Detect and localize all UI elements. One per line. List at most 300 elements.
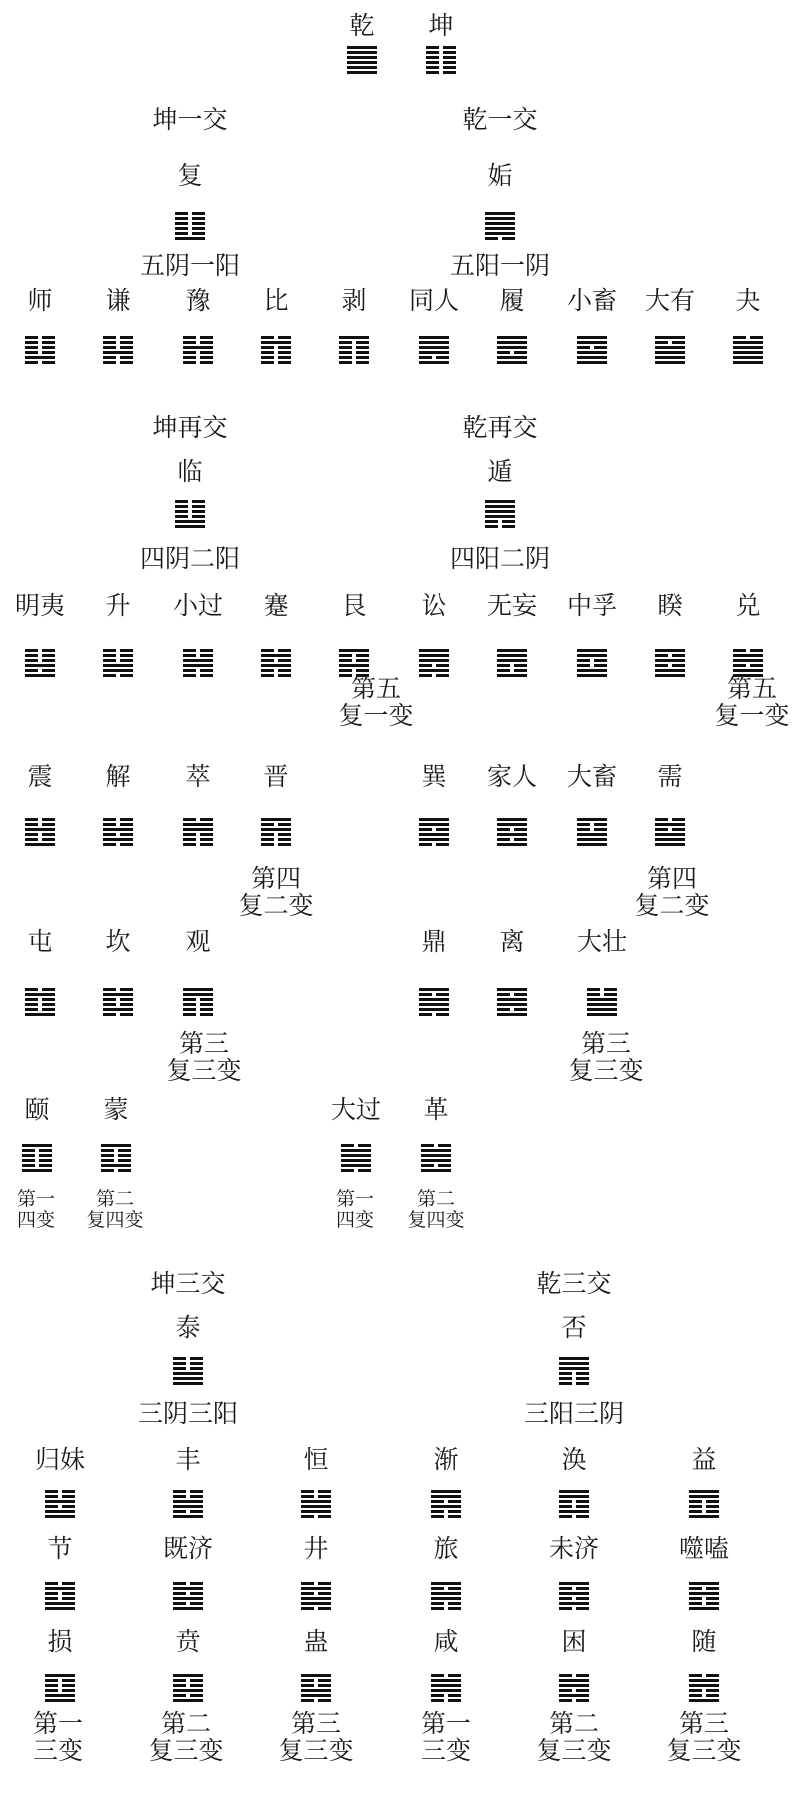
yin-line (431, 1587, 461, 1590)
yin-line (45, 1490, 75, 1493)
variant-label (238, 865, 313, 919)
yang-line (45, 1500, 75, 1503)
yang-line (45, 1674, 75, 1677)
yin-line (25, 336, 55, 339)
yin-line (421, 1144, 451, 1147)
yin-line (45, 1684, 75, 1687)
hexagram-icon (497, 818, 527, 846)
hexagram-name: 革 (423, 1095, 449, 1124)
hexagram-name: 大畜 (566, 762, 618, 791)
variant-label (714, 675, 789, 729)
yin-line (485, 525, 515, 528)
yin-line (426, 51, 456, 54)
hexagram-icon (419, 988, 449, 1016)
yang-line (733, 669, 763, 672)
yin-line (339, 361, 369, 364)
hexagram-name: 大过 (330, 1095, 382, 1124)
yin-line (183, 654, 213, 657)
yang-line (341, 1164, 371, 1167)
yin-line (103, 649, 133, 652)
hexagram-icon (485, 212, 515, 240)
yang-line (421, 1169, 451, 1172)
variant-label (536, 1710, 611, 1764)
hexagram-icon (655, 649, 685, 677)
yin-line (101, 1154, 131, 1157)
yang-line (183, 659, 213, 662)
yin-line (261, 346, 291, 349)
yin-line (733, 649, 763, 652)
hexagram-icon (347, 46, 377, 74)
variant-label-line: 复三变 (568, 1056, 644, 1085)
exchange-header: 坤再交 (152, 413, 228, 442)
yin-line (173, 1510, 203, 1513)
yin-line (25, 988, 55, 991)
hexagram-name: 同人 (408, 286, 460, 315)
yin-line (183, 336, 213, 339)
yin-line (431, 1674, 461, 1677)
hexagram-icon (25, 988, 55, 1016)
variant-label-line: 第二 (416, 1188, 456, 1210)
yang-line (497, 988, 527, 991)
yin-line (22, 1154, 52, 1157)
yin-line (175, 510, 205, 513)
yang-line (577, 669, 607, 672)
yang-line (173, 1377, 203, 1380)
hexagram-icon (497, 988, 527, 1016)
yang-line (497, 654, 527, 657)
yin-line (175, 505, 205, 508)
yang-line (655, 823, 685, 826)
yang-line (577, 649, 607, 652)
yin-line (103, 998, 133, 1001)
hexagram-name: 涣 (561, 1445, 587, 1474)
hexagram-icon (25, 336, 55, 364)
parent-hexagram-name: 泰 (175, 1313, 201, 1342)
variant-label-line: 复三变 (536, 1736, 612, 1765)
yang-line (347, 61, 377, 64)
yang-line (421, 1149, 451, 1152)
yang-line (45, 1699, 75, 1702)
group-label: 四阴二阳 (139, 544, 241, 573)
hexagram-name: 师 (27, 286, 53, 315)
yang-line (301, 1689, 331, 1692)
hexagram-name: 节 (47, 1534, 73, 1563)
hexagram-icon (559, 1357, 589, 1385)
yang-line (577, 341, 607, 344)
yang-line (577, 351, 607, 354)
yang-line (45, 1602, 75, 1605)
hexagram-name: 鼎 (421, 927, 447, 956)
yang-line (103, 1008, 133, 1011)
hexagram-icon (183, 818, 213, 846)
yin-line (183, 669, 213, 672)
variant-label-line: 复四变 (407, 1209, 465, 1231)
yin-line (183, 833, 213, 836)
yang-line (733, 341, 763, 344)
yang-line (261, 818, 291, 821)
yin-line (655, 664, 685, 667)
yang-line (485, 505, 515, 508)
yang-line (301, 1500, 331, 1503)
yin-line (173, 1582, 203, 1585)
yang-line (183, 988, 213, 991)
hexagram-name: 蛊 (303, 1627, 329, 1656)
yin-line (25, 361, 55, 364)
hexagram-icon (733, 336, 763, 364)
hexagram-icon (45, 1582, 75, 1610)
yang-line (419, 351, 449, 354)
hexagram-name: 归妹 (34, 1445, 86, 1474)
hexagram-icon (261, 818, 291, 846)
yang-line (655, 674, 685, 677)
yin-line (25, 1008, 55, 1011)
yin-line (103, 1003, 133, 1006)
hexagram-icon (733, 649, 763, 677)
yin-line (655, 654, 685, 657)
hexagram-name: 蹇 (263, 591, 289, 620)
yang-line (559, 1694, 589, 1697)
yin-line (183, 998, 213, 1001)
yin-line (559, 1382, 589, 1385)
yin-line (183, 674, 213, 677)
yang-line (339, 336, 369, 339)
yin-line (301, 1607, 331, 1610)
yang-line (485, 227, 515, 230)
hexagram-name: 明夷 (14, 591, 66, 620)
hexagram-icon (341, 1144, 371, 1172)
yin-line (101, 1169, 131, 1172)
hexagram-name: 夬 (735, 286, 761, 315)
yin-line (301, 1592, 331, 1595)
yang-line (25, 993, 55, 996)
hexagram-name: 噬嗑 (678, 1534, 730, 1563)
yang-line (559, 1684, 589, 1687)
yin-line (426, 46, 456, 49)
yang-line (559, 1679, 589, 1682)
yin-line (101, 1159, 131, 1162)
yin-line (173, 1490, 203, 1493)
yin-line (183, 351, 213, 354)
yang-line (497, 346, 527, 349)
yin-line (301, 1699, 331, 1702)
yang-line (497, 823, 527, 826)
yin-line (689, 1505, 719, 1508)
group-label: 三阴三阳 (137, 1399, 239, 1428)
yang-line (689, 1515, 719, 1518)
yang-line (559, 1357, 589, 1360)
yin-line (689, 1689, 719, 1692)
group-label: 五阴一阳 (139, 251, 241, 280)
hexagram-name: 剥 (341, 286, 367, 315)
yang-line (655, 361, 685, 364)
yang-line (485, 515, 515, 518)
yang-line (419, 654, 449, 657)
hexagram-name: 咸 (433, 1627, 459, 1656)
yin-line (559, 1372, 589, 1375)
yin-line (426, 61, 456, 64)
yang-line (301, 1694, 331, 1697)
hexagram-name: 晋 (263, 762, 289, 791)
yin-line (655, 828, 685, 831)
yang-line (419, 669, 449, 672)
hexagram-name: 贲 (175, 1627, 201, 1656)
yang-line (419, 346, 449, 349)
yin-line (341, 1144, 371, 1147)
yang-line (655, 336, 685, 339)
yin-line (559, 1515, 589, 1518)
yin-line (175, 515, 205, 518)
hexagram-name: 旅 (433, 1534, 459, 1563)
parent-hexagram-name: 遁 (487, 457, 513, 486)
yin-line (577, 346, 607, 349)
hexagram-name: 大壮 (576, 927, 628, 956)
yin-line (22, 1149, 52, 1152)
yin-line (431, 1510, 461, 1513)
yin-line (497, 838, 527, 841)
yin-line (25, 654, 55, 657)
hexagram-icon (559, 1490, 589, 1518)
hexagram-name: 大有 (644, 286, 696, 315)
yang-line (341, 1154, 371, 1157)
variant-label-line: 复一变 (338, 701, 414, 730)
yin-line (261, 351, 291, 354)
yin-line (103, 833, 133, 836)
yin-line (339, 659, 369, 662)
yin-line (559, 1377, 589, 1380)
yin-line (559, 1674, 589, 1677)
yang-line (431, 1582, 461, 1585)
hexagram-icon (689, 1490, 719, 1518)
yang-line (301, 1602, 331, 1605)
variant-label-line: 第四 (646, 864, 698, 893)
yin-line (559, 1689, 589, 1692)
yang-line (733, 346, 763, 349)
title-hexagram-name: 乾 (349, 11, 375, 40)
yang-line (559, 1510, 589, 1513)
variant-label-line: 第五 (726, 674, 778, 703)
variant-label-line: 复一变 (714, 701, 790, 730)
yang-line (655, 833, 685, 836)
variant-label-line: 复三变 (666, 1736, 742, 1765)
yin-line (25, 823, 55, 826)
hexagram-icon (559, 1582, 589, 1610)
hexagram-name: 困 (561, 1627, 587, 1656)
hexagram-name: 小畜 (566, 286, 618, 315)
yin-line (261, 823, 291, 826)
hexagram-icon (655, 818, 685, 846)
yang-line (173, 1607, 203, 1610)
yang-line (559, 1582, 589, 1585)
yin-line (25, 669, 55, 672)
yin-line (559, 1699, 589, 1702)
yin-line (103, 843, 133, 846)
hexagram-icon (577, 818, 607, 846)
variant-label-line: 第一 (16, 1188, 56, 1210)
yin-line (173, 1694, 203, 1697)
hexagram-icon (339, 336, 369, 364)
variant-label-line: 复二变 (634, 891, 710, 920)
hexagram-name: 渐 (433, 1445, 459, 1474)
yang-line (183, 993, 213, 996)
exchange-header: 坤一交 (152, 105, 228, 134)
yin-line (183, 818, 213, 821)
yin-line (419, 828, 449, 831)
yang-line (25, 674, 55, 677)
yin-line (183, 1008, 213, 1011)
hexagram-icon (103, 649, 133, 677)
yang-line (261, 664, 291, 667)
variant-label-line: 第三 (178, 1029, 230, 1058)
yang-line (497, 674, 527, 677)
hexagram-name: 艮 (341, 591, 367, 620)
yang-line (301, 1674, 331, 1677)
hexagram-name: 解 (105, 762, 131, 791)
yin-line (587, 993, 617, 996)
parent-hexagram-name: 临 (177, 457, 203, 486)
yin-line (45, 1592, 75, 1595)
exchange-header: 乾再交 (462, 413, 538, 442)
hexagram-icon (431, 1582, 461, 1610)
yang-line (577, 361, 607, 364)
variant-label (17, 1189, 55, 1231)
yang-line (173, 1500, 203, 1503)
yang-line (183, 346, 213, 349)
hexagram-icon (339, 649, 369, 677)
yang-line (347, 56, 377, 59)
yang-line (655, 669, 685, 672)
yang-line (339, 649, 369, 652)
yang-line (559, 1602, 589, 1605)
yang-line (587, 998, 617, 1001)
variant-label-line: 复三变 (166, 1056, 242, 1085)
hexagram-icon (25, 649, 55, 677)
hexagram-icon (183, 649, 213, 677)
yin-line (577, 659, 607, 662)
yin-line (183, 341, 213, 344)
parent-hexagram-name: 姤 (487, 161, 513, 190)
variant-label-line: 复三变 (278, 1736, 354, 1765)
hexagram-name: 讼 (421, 591, 447, 620)
hexagram-name: 恒 (303, 1445, 329, 1474)
exchange-header: 乾三交 (536, 1269, 612, 1298)
hexagram-icon (173, 1490, 203, 1518)
yang-line (183, 823, 213, 826)
yang-line (419, 823, 449, 826)
yin-line (431, 1500, 461, 1503)
yin-line (175, 212, 205, 215)
yin-line (261, 361, 291, 364)
yin-line (655, 341, 685, 344)
variant-label (336, 1189, 374, 1231)
yin-line (339, 669, 369, 672)
exchange-header: 乾一交 (462, 105, 538, 134)
yang-line (497, 361, 527, 364)
yin-line (577, 828, 607, 831)
variant-label-line: 四变 (16, 1209, 56, 1231)
hexagram-icon (485, 500, 515, 528)
yin-line (25, 998, 55, 1001)
yang-line (173, 1515, 203, 1518)
hexagram-icon (173, 1582, 203, 1610)
yang-line (431, 1689, 461, 1692)
yin-line (341, 1169, 371, 1172)
hexagram-name: 谦 (105, 286, 131, 315)
yang-line (577, 838, 607, 841)
yin-line (183, 1013, 213, 1016)
yin-line (103, 336, 133, 339)
hexagram-icon (421, 1144, 451, 1172)
yang-line (103, 993, 133, 996)
yang-line (577, 833, 607, 836)
yang-line (183, 828, 213, 831)
yang-line (173, 1674, 203, 1677)
yang-line (497, 336, 527, 339)
yin-line (339, 346, 369, 349)
hexagram-icon (301, 1582, 331, 1610)
yang-line (103, 669, 133, 672)
variant-label-line: 第一 (32, 1709, 84, 1738)
yang-line (301, 1505, 331, 1508)
yang-line (25, 843, 55, 846)
hexagram-icon (175, 500, 205, 528)
yang-line (689, 1582, 719, 1585)
yang-line (419, 988, 449, 991)
yin-line (497, 1008, 527, 1011)
hexagram-name: 巽 (421, 762, 447, 791)
yin-line (497, 669, 527, 672)
yang-line (497, 998, 527, 1001)
yin-line (173, 1357, 203, 1360)
variant-label (86, 1189, 143, 1231)
yang-line (431, 1592, 461, 1595)
yang-line (689, 1495, 719, 1498)
yang-line (173, 1382, 203, 1385)
yin-line (426, 71, 456, 74)
yin-line (339, 356, 369, 359)
yin-line (426, 56, 456, 59)
yang-line (25, 1013, 55, 1016)
yang-line (577, 818, 607, 821)
yang-line (173, 1689, 203, 1692)
variant-label-line: 第三 (580, 1029, 632, 1058)
yang-line (577, 336, 607, 339)
yin-line (733, 664, 763, 667)
yin-line (25, 1003, 55, 1006)
hexagram-name: 随 (691, 1627, 717, 1656)
yang-line (587, 1008, 617, 1011)
hexagram-name: 观 (185, 927, 211, 956)
yin-line (25, 351, 55, 354)
yang-line (431, 1495, 461, 1498)
hexagram-name: 离 (499, 927, 525, 956)
yin-line (25, 833, 55, 836)
yin-line (733, 336, 763, 339)
yang-line (485, 510, 515, 513)
yin-line (419, 664, 449, 667)
variant-label (634, 865, 709, 919)
yang-line (497, 341, 527, 344)
yin-line (497, 664, 527, 667)
hexagram-icon (25, 818, 55, 846)
yin-line (261, 336, 291, 339)
hexagram-name: 屯 (27, 927, 53, 956)
hexagram-icon (431, 1490, 461, 1518)
yin-line (577, 823, 607, 826)
yin-line (25, 341, 55, 344)
hexagram-icon (655, 336, 685, 364)
yin-line (175, 227, 205, 230)
hexagram-name: 蒙 (103, 1095, 129, 1124)
